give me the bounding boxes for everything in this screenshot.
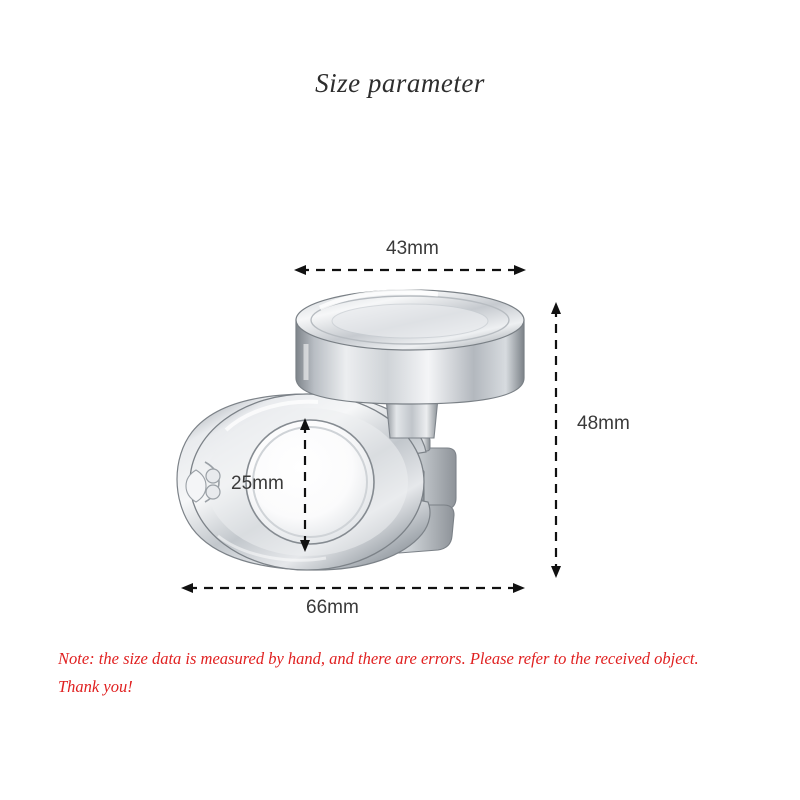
clamp-hinge-circle-top xyxy=(206,469,220,483)
dimension-label-height-right: 48mm xyxy=(577,413,630,434)
size-note xyxy=(58,645,768,701)
dimension-width-top xyxy=(294,265,526,275)
size-note-line-2: Thank you! xyxy=(58,677,133,696)
dimension-label-width-bottom: 66mm xyxy=(306,597,359,618)
product-illustration xyxy=(177,290,524,570)
dimension-label-bore-inner: 25mm xyxy=(231,473,284,494)
dimension-width-bottom xyxy=(181,583,525,593)
page-title: Size parameter xyxy=(315,68,485,98)
dimension-label-width-top: 43mm xyxy=(386,238,439,259)
top-cap-face-inner xyxy=(332,304,488,338)
clamp-hinge-circle-bottom xyxy=(206,485,220,499)
dimension-height-right xyxy=(551,302,561,578)
size-note-line-1: Note: the size data is measured by hand, and there are errors. Please refer to the received object. xyxy=(58,649,699,668)
